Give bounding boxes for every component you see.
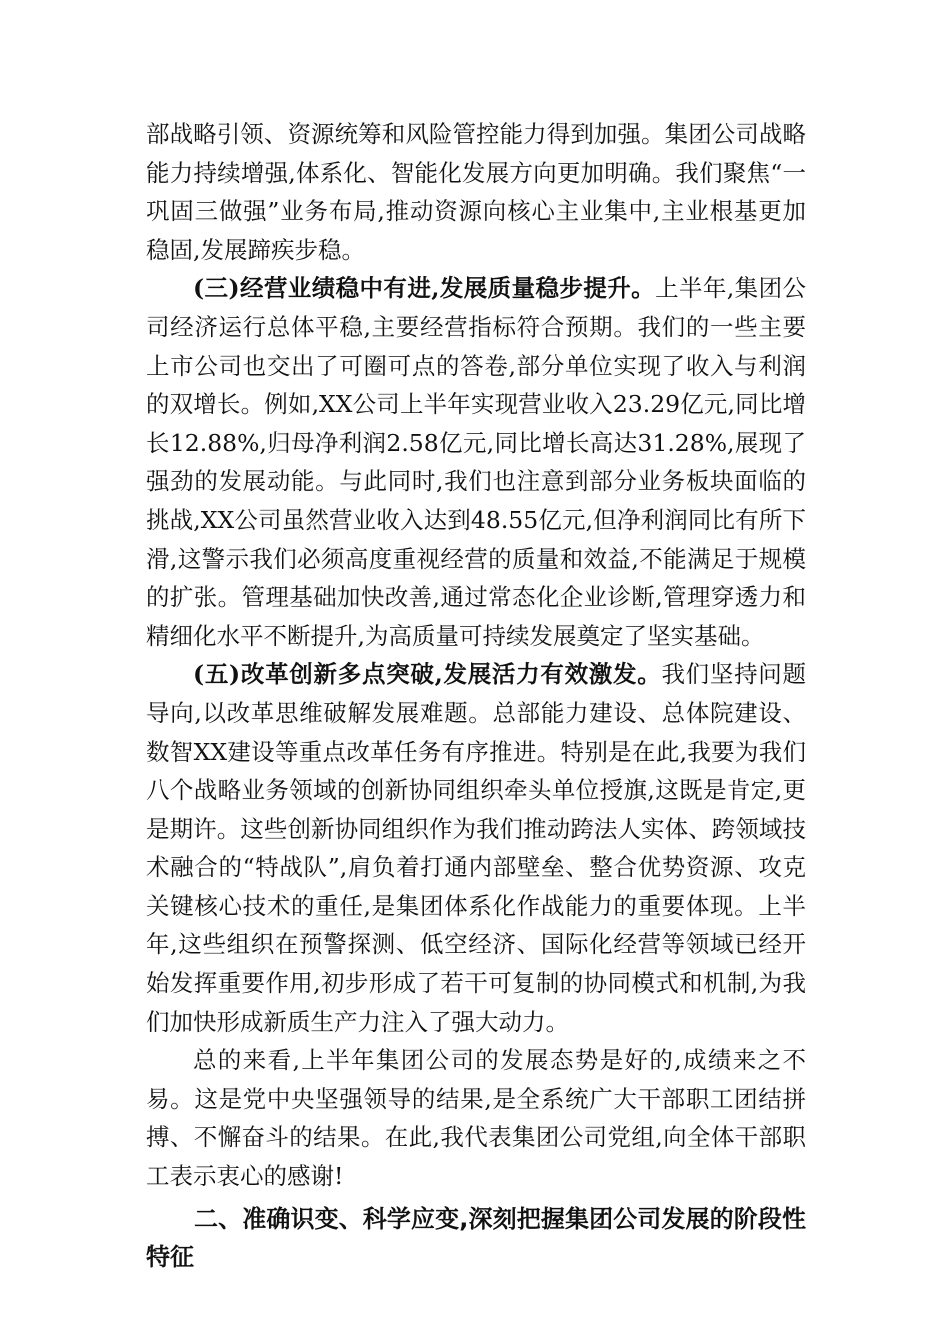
section-heading: 二、准确识变、科学应变,深刻把握集团公司发展的阶段性特征 xyxy=(146,1204,806,1272)
paragraph-lead-heading: (三)经营业绩稳中有进,发展质量稳步提升。 xyxy=(193,274,656,303)
paragraph-strategy-continued xyxy=(146,115,806,269)
paragraph-lead-heading: (五)改革创新多点突破,发展活力有效激发。 xyxy=(193,660,662,689)
document-page xyxy=(146,115,806,1277)
paragraph-business-performance xyxy=(146,269,806,655)
paragraph-summary xyxy=(146,1041,806,1195)
paragraph-text: 我们坚持问题导向,以改革思维破解发展难题。总部能力建设、总体院建设、数智XX建设等重点改革任务有序推进。特别是在此,我要为我们八个战略业务领域的创新协同组织牵头单位授旗,这既是肯定,更是期许。这些创新协同组织作为我们推动跨法人实体、跨领域技术融合的“特战队”,肩负着打通内部壁垒、整合优势资源、攻克关键核心技术的重任,是集团体系化作战能力的重要体现。上半年,这些组织在预警探测、低空经济、国际化经营等领域已经开始发挥重要作用,初步形成了若干可复制的协同模式和机制,为我们加快形成新质生产力注入了强大动力。 xyxy=(146,660,807,1036)
paragraph-text: 部战略引领、资源统筹和风险管控能力得到加强。集团公司战略能力持续增强,体系化、智能化发展方向更加明确。我们聚焦“一巩固三做强”业务布局,推动资源向核心主业集中,主业根基更加稳固,发展蹄疾步稳。 xyxy=(146,120,806,264)
paragraph-text: 上半年,集团公司经济运行总体平稳,主要经营指标符合预期。我们的一些主要上市公司也交出了可圈可点的答卷,部分单位实现了收入与利润的双增长。例如,XX公司上半年实现营业收入23.29亿元,同比增长12.88%,归母净利润2.58亿元,同比增长高达31.28%,展现了强劲的发展动能。与此同时,我们也注意到部分业务板块面临的挑战,XX公司虽然营业收入达到48.55亿元,但净利润同比有所下滑,这警示我们必须高度重视经营的质量和效益,不能满足于规模的扩张。管理基础加快改善,通过常态化企业诊断,管理穿透力和精细化水平不断提升,为高质量可持续发展奠定了坚实基础。 xyxy=(146,274,806,650)
paragraph-text: 总的来看,上半年集团公司的发展态势是好的,成绩来之不易。这是党中央坚强领导的结果,是全系统广大干部职工团结拼搏、不懈奋斗的结果。在此,我代表集团公司党组,向全体干部职工表示衷心的感谢! xyxy=(146,1046,806,1191)
paragraph-reform-innovation xyxy=(146,655,806,1041)
